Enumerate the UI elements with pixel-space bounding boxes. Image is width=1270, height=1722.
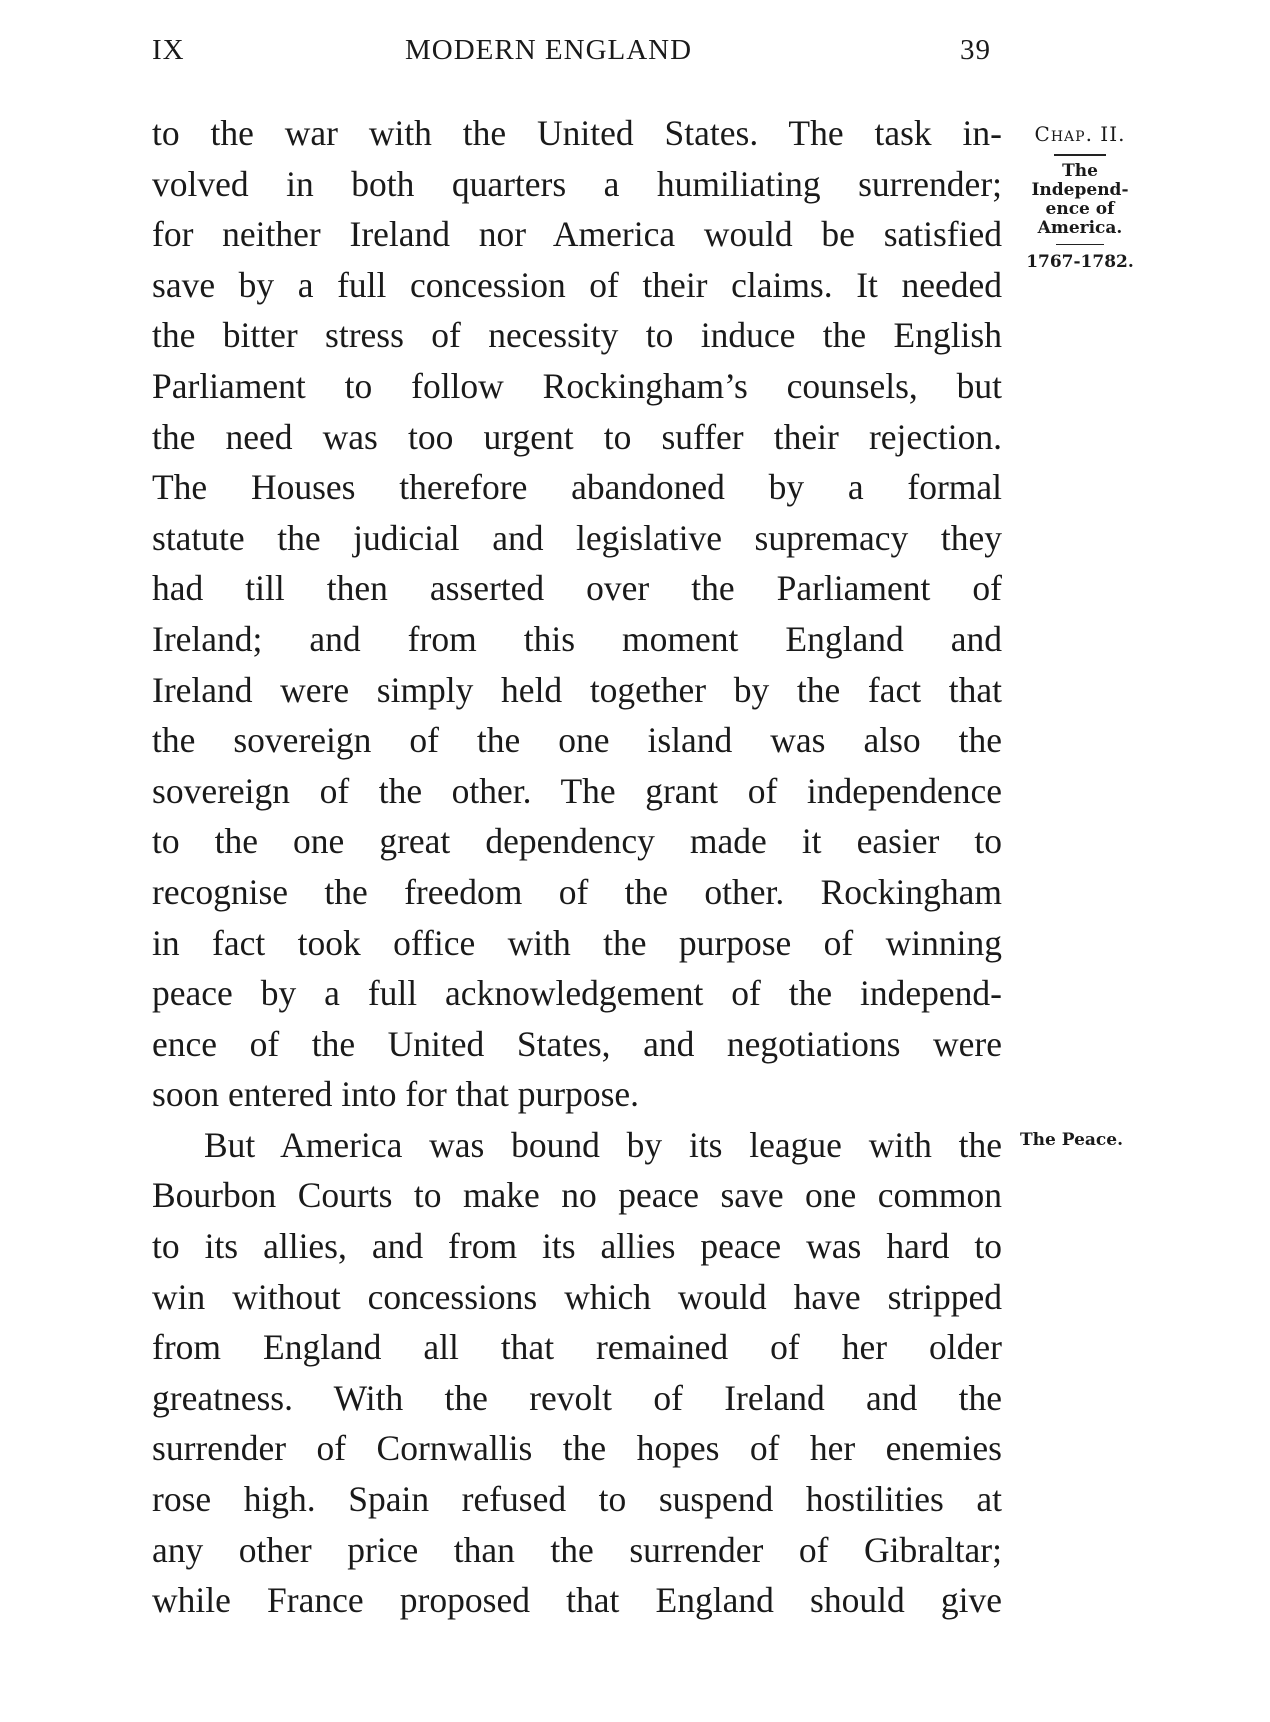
- margin-subject-line: ence of: [1045, 199, 1115, 219]
- text-line: for neither Ireland nor America would be satisfied: [152, 214, 1002, 255]
- paragraph-start-line: But America was bound by its league with the: [204, 1124, 1002, 1165]
- margin-subject-line: America.: [1037, 218, 1123, 238]
- text-line: recognise the freedom of the other. Rockingham: [152, 871, 1002, 912]
- margin-years: 1767-1782.: [1026, 252, 1134, 272]
- text-line: while France proposed that England should give: [152, 1580, 1002, 1621]
- text-line: had till then asserted over the Parliament of: [152, 568, 1002, 609]
- text-line: Ireland were simply held together by the fact that: [152, 669, 1002, 710]
- text-line: peace by a full acknowledgement of the independ-: [152, 973, 1002, 1014]
- text-line: volved in both quarters a humiliating surrender;: [152, 163, 1002, 204]
- text-line: Ireland; and from this moment England and: [152, 618, 1002, 659]
- text-line: save by a full concession of their claims. It needed: [152, 264, 1002, 305]
- running-header: [0, 34, 1270, 74]
- text-line: Parliament to follow Rockingham’s counsels, but: [152, 365, 1002, 406]
- text-line: the need was too urgent to suffer their rejection.: [152, 416, 1002, 457]
- text-line: greatness. With the revolt of Ireland and the: [152, 1377, 1002, 1418]
- text-line: ence of the United States, and negotiations were: [152, 1023, 1002, 1064]
- text-line: rose high. Spain refused to suspend hostilities at: [152, 1479, 1002, 1520]
- text-line: to the one great dependency made it easier to: [152, 821, 1002, 862]
- text-line: in fact took office with the purpose of winning: [152, 922, 1002, 963]
- chapter-number: IX: [152, 34, 185, 66]
- paragraph-end-line: soon entered into for that purpose.: [152, 1074, 640, 1115]
- text-line: the bitter stress of necessity to induce the English: [152, 315, 1002, 356]
- text-line: to its allies, and from its allies peace was hard to: [152, 1226, 1002, 1267]
- text-line: Bourbon Courts to make no peace save one common: [152, 1175, 1002, 1216]
- margin-subject-line: Independ-: [1031, 180, 1129, 200]
- text-line: win without concessions which would have stripped: [152, 1276, 1002, 1317]
- text-line: The Houses therefore abandoned by a formal: [152, 467, 1002, 508]
- margin-subject-line: The: [1062, 161, 1098, 181]
- margin-rule: [1054, 154, 1106, 156]
- text-line: surrender of Cornwallis the hopes of her enemies: [152, 1428, 1002, 1469]
- margin-rule: [1056, 244, 1104, 245]
- text-line: statute the judicial and legislative supremacy they: [152, 517, 1002, 558]
- body-text: [152, 108, 1002, 1626]
- margin-note-chapter: [1020, 122, 1140, 272]
- page-number: 39: [960, 34, 991, 66]
- running-title: MODERN ENGLAND: [405, 34, 693, 66]
- text-line: to the war with the United States. The task in-: [152, 113, 1002, 153]
- margin-chapter-label: Chap. II.: [1034, 122, 1126, 146]
- text-line: sovereign of the other. The grant of independence: [152, 770, 1002, 811]
- text-line: the sovereign of the one island was also the: [152, 720, 1002, 761]
- text-line: any other price than the surrender of Gibraltar;: [152, 1529, 1002, 1570]
- margin-subject: [1020, 162, 1140, 238]
- text-line: from England all that remained of her older: [152, 1327, 1002, 1368]
- margin-note-peace: The Peace.: [1020, 1130, 1123, 1150]
